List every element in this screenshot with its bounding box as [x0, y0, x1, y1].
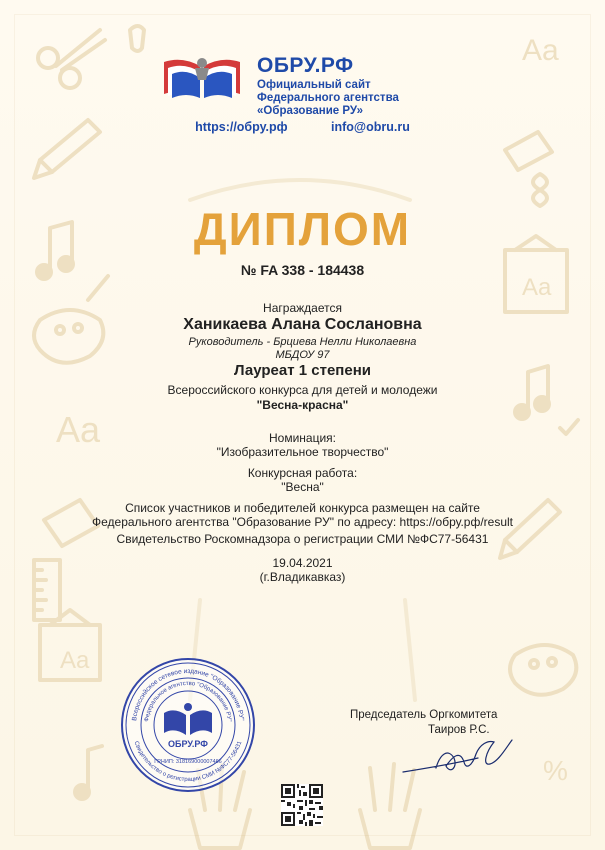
site-name: ОБРУ.РФ — [257, 54, 354, 77]
place-award: Лауреат 1 степени — [234, 362, 371, 379]
seal-ring-bottom: Свидетельство о регистрации СМИ №ФС77-56431 — [132, 740, 244, 784]
issue-date: 19.04.2021 — [272, 556, 333, 570]
seal-center-text: ОБРУ.РФ — [168, 739, 208, 749]
recipient-name: Ханикаева Алана Сослановна — [183, 316, 422, 333]
awarded-label: Награждается — [263, 301, 342, 315]
seal-ring-inner: Федеральное агентство "Образование РУ" — [144, 680, 232, 723]
page-frame — [14, 14, 591, 836]
diploma-number: № FA 338 - 184438 — [240, 262, 365, 278]
obru-logo-icon — [162, 54, 242, 104]
supervisor: Руководитель - Брциева Нелли Николаевна — [188, 336, 417, 348]
license-line: Свидетельство Роскомнадзора о регистрации СМИ №ФС77-56431 — [116, 532, 489, 546]
handwritten-signature — [398, 728, 518, 783]
site-url-link[interactable]: https://обру.рф — [195, 120, 288, 134]
nomination-label: Номинация: — [268, 431, 336, 445]
letters-icon-right: Aa — [522, 34, 559, 67]
qr-code-icon — [281, 784, 323, 826]
contacts — [0, 120, 605, 134]
nomination-value: "Изобразительное творчество" — [216, 445, 389, 459]
results-line-2: Федерального агентства "Образование РУ" по адресу: https://обру.рф/result — [91, 515, 513, 529]
issue-city: (г.Владикавказ) — [259, 570, 346, 584]
official-seal-icon — [118, 655, 258, 795]
svg-text:Aa: Aa — [522, 274, 552, 301]
email-link[interactable]: info@obru.ru — [331, 120, 410, 134]
percent-icon: % — [543, 755, 568, 786]
letters-icon: Aa — [56, 409, 101, 450]
chairman-role: Председатель Оргкомитета — [350, 709, 498, 721]
chairman-name: Таиров Р.С. — [428, 724, 490, 736]
organization: МБДОУ 97 — [275, 349, 330, 361]
work-label: Конкурсная работа: — [247, 466, 358, 480]
seal-ring-top: Всероссийское сетевое издание "Образование РУ" — [131, 667, 245, 722]
results-line-1: Список участников и победителей конкурса размещен на сайте — [125, 501, 480, 515]
diploma-title: ДИПЛОМ — [193, 203, 412, 255]
site-subtitle: Официальный сайт Федерального агентства «Образование РУ» — [257, 79, 399, 117]
seal-ogrn: ГРНИП: 318169000007466 — [154, 759, 222, 765]
contest-name: "Весна-красна" — [256, 398, 349, 412]
work-value: "Весна" — [281, 480, 324, 494]
contest-description: Всероссийского конкурса для детей и молодежи — [167, 383, 438, 397]
svg-text:Aa: Aa — [60, 647, 90, 674]
